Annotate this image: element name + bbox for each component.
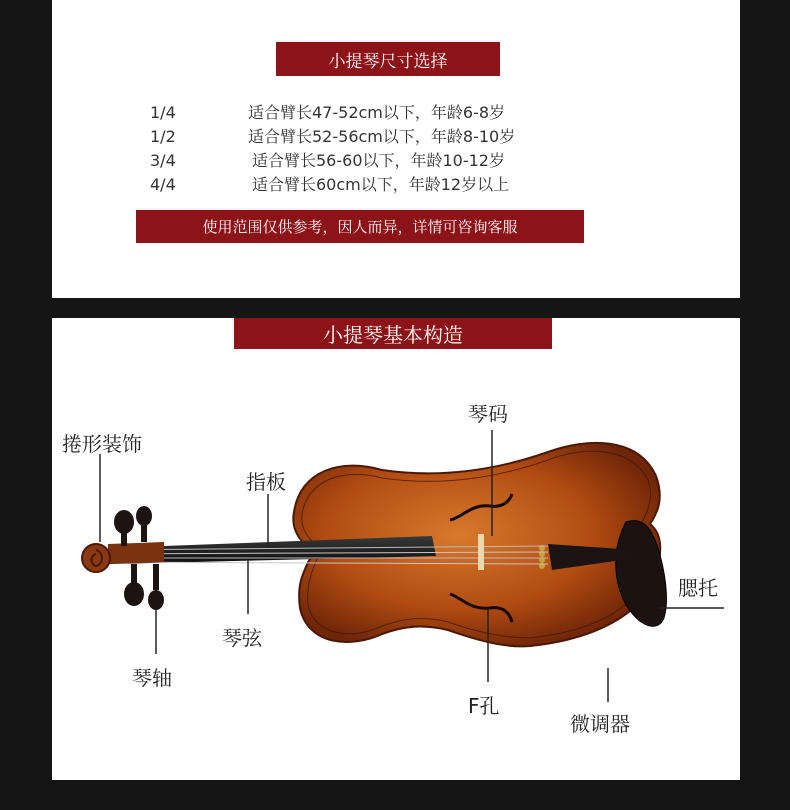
reference-note-banner: 使用范围仅供参考，因人而异，详情可咨询客服 [136,210,584,243]
scroll [82,544,110,572]
label-fingerboard: 指板 [246,470,286,494]
label-pegs: 琴轴 [132,666,172,690]
label-bridge: 琴码 [468,402,508,426]
size-selection-panel [52,0,740,298]
peg [148,590,164,610]
size-fraction: 1/4 [150,103,176,122]
size-fraction: 4/4 [150,175,176,194]
structure-title: 小提琴基本构造 [234,318,552,349]
label-strings: 琴弦 [222,626,262,650]
pegbox [108,542,164,564]
size-description: 适合臂长60cm以下，年龄12岁以上 [252,175,510,194]
structure-panel [52,318,740,780]
violin-diagram [52,318,740,780]
label-chinrest: 腮托 [678,576,718,600]
peg [124,582,144,606]
label-f-hole: F孔 [468,694,500,718]
bridge [478,534,484,570]
size-description: 适合臂长52-56cm以下，年龄8-10岁 [248,127,516,146]
size-fraction: 3/4 [150,151,176,170]
size-selection-title: 小提琴尺寸选择 [276,42,500,76]
label-scroll: 捲形装饰 [62,432,142,456]
size-fraction: 1/2 [150,127,176,146]
size-description: 适合臂长47-52cm以下，年龄6-8岁 [248,103,506,122]
size-description: 适合臂长56-60以下，年龄10-12岁 [252,151,505,170]
peg [114,510,134,534]
peg [136,506,152,526]
label-fine-tuner: 微调器 [570,712,630,736]
